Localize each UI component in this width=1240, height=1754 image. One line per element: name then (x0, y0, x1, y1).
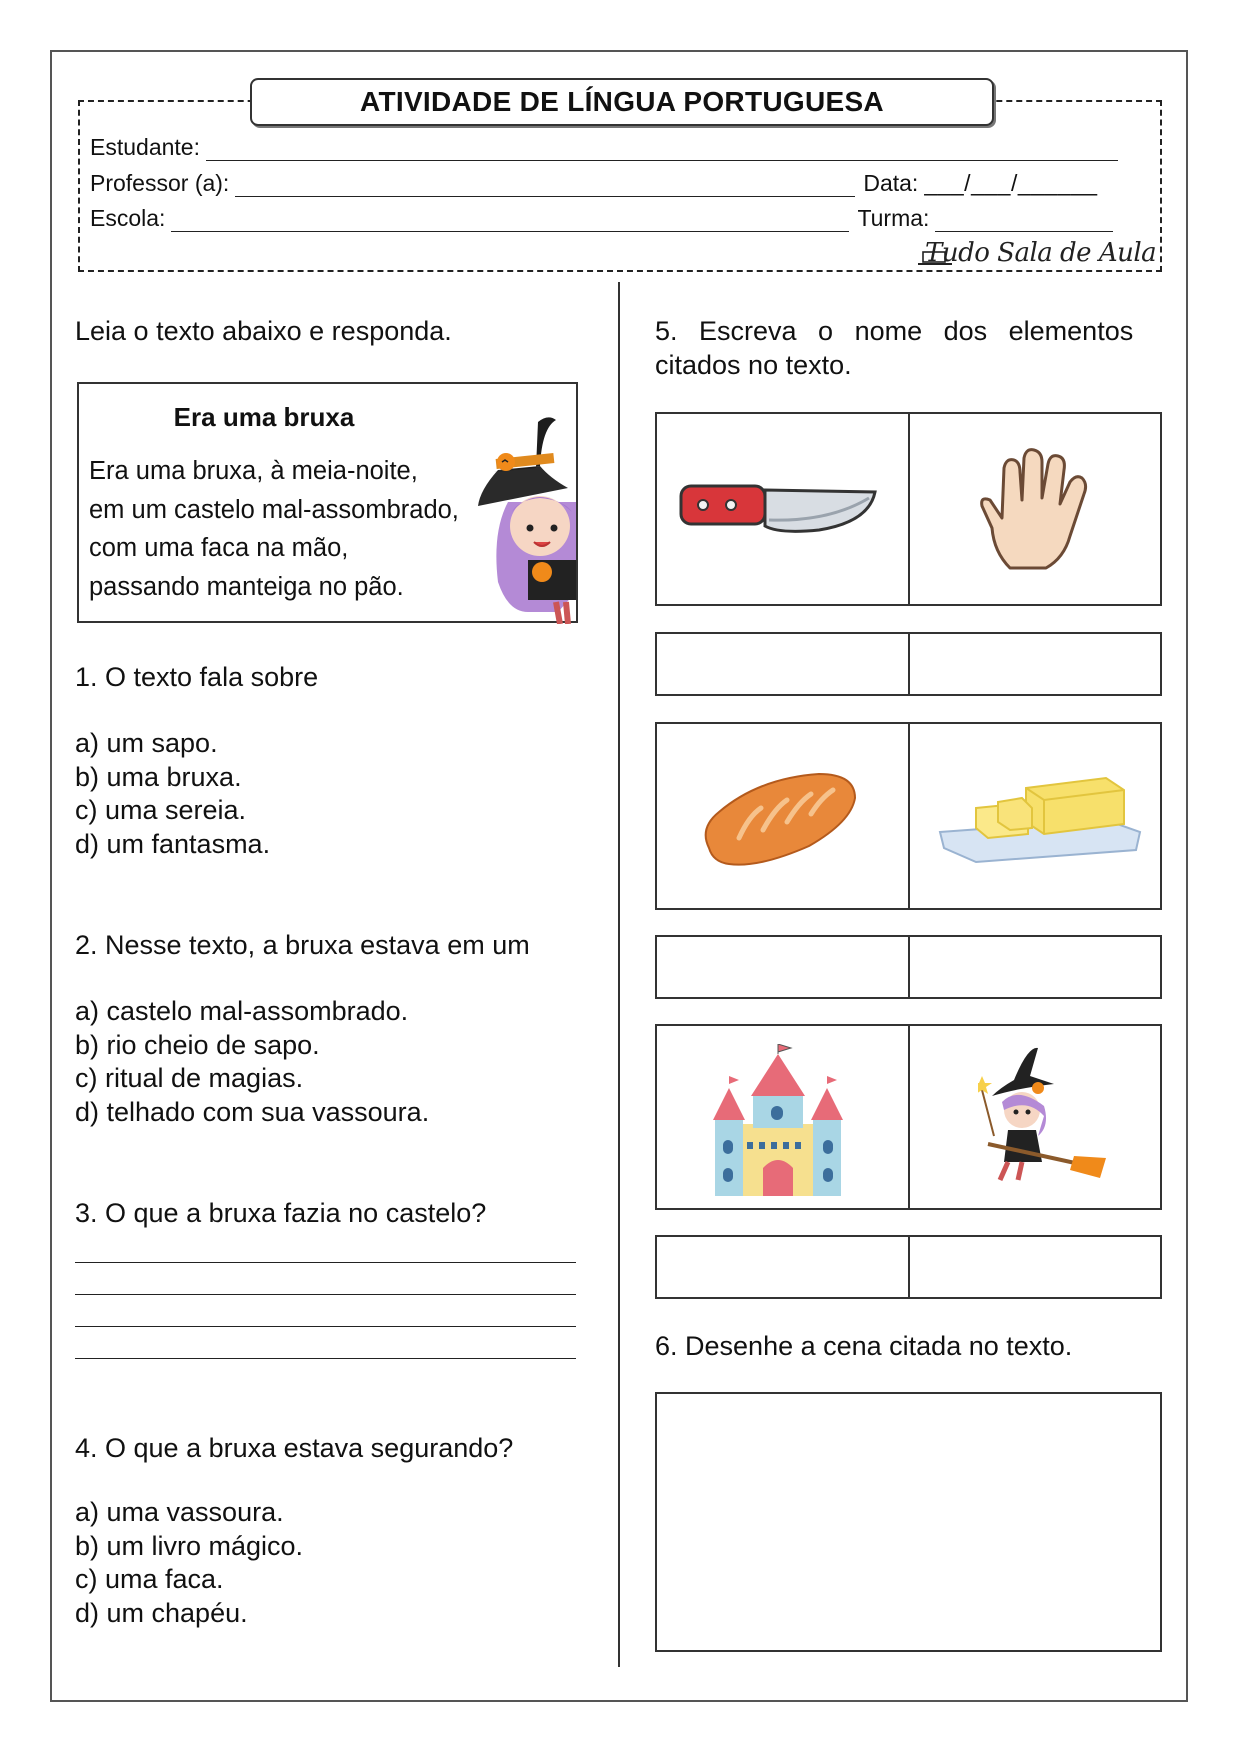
q3-answer-line[interactable] (75, 1262, 576, 1263)
date-field[interactable]: ___/___/______ (924, 170, 1098, 196)
q4-option-c[interactable]: c) uma faca. (75, 1564, 224, 1594)
q2-option-b[interactable]: b) rio cheio de sapo. (75, 1029, 320, 1060)
q2-question: 2. Nesse texto, a bruxa estava em um (75, 930, 530, 960)
class-field[interactable] (935, 207, 1113, 232)
witch-cell (910, 1026, 1161, 1208)
school-field[interactable] (171, 207, 849, 232)
student-label: Estudante: (90, 134, 200, 160)
image-row-1 (655, 412, 1162, 606)
butter-image (936, 768, 1142, 868)
q3-answer-line[interactable] (75, 1326, 576, 1327)
teacher-label: Professor (a): (90, 170, 230, 196)
witch-image (978, 1046, 1108, 1196)
brand-logo: Tudo Sala de Aula (925, 238, 1157, 268)
q5-question-line2: citados no texto. (655, 350, 852, 380)
instruction-text: Leia o texto abaixo e responda. (75, 316, 452, 346)
teacher-row (90, 170, 1098, 197)
q3-question: 3. O que a bruxa fazia no castelo? (75, 1198, 487, 1228)
q5-question-line1 (655, 314, 1162, 348)
answer-row-3 (655, 1235, 1162, 1299)
school-row (90, 205, 1113, 232)
q6-question: 6. Desenhe a cena citada no texto. (655, 1331, 1073, 1361)
poem-line: Era uma bruxa, à meia-noite, (89, 457, 418, 485)
student-row (90, 134, 1118, 161)
q1-option-b[interactable]: b) uma bruxa. (75, 761, 242, 792)
hand-image (980, 448, 1090, 572)
q1-option-c[interactable]: c) uma sereia. (75, 795, 247, 825)
answer-row-1 (655, 632, 1162, 696)
q5-line1-text: 5. Escreva o nome dos elementos (655, 316, 1134, 346)
q4-options (75, 1496, 303, 1630)
teacher-field[interactable] (235, 172, 855, 197)
poem-line: com uma faca na mão, (89, 534, 349, 562)
class-label: Turma: (857, 205, 930, 231)
q4-question: 4. O que a bruxa estava segurando? (75, 1433, 514, 1463)
drawing-area[interactable] (655, 1392, 1162, 1652)
q2-options (75, 995, 429, 1129)
poem-line: passando manteiga no pão. (89, 572, 404, 601)
hand-cell (910, 414, 1161, 604)
bread-cell (657, 724, 910, 908)
poem-lines (89, 452, 459, 606)
date-label: Data: (863, 170, 919, 196)
q5-question (655, 314, 1162, 382)
answer-box-butter[interactable] (910, 937, 1161, 997)
q1-option-a[interactable]: a) um sapo. (75, 728, 218, 758)
worksheet-title: ATIVIDADE DE LÍNGUA PORTUGUESA (250, 78, 994, 126)
poem-title: Era uma bruxa (173, 402, 355, 432)
q2-option-a[interactable]: a) castelo mal-assombrado. (75, 996, 409, 1026)
q3-answer-line[interactable] (75, 1358, 576, 1359)
image-row-3 (655, 1024, 1162, 1210)
q4-option-a[interactable]: a) uma vassoura. (75, 1497, 284, 1527)
answer-box-hand[interactable] (910, 634, 1161, 694)
student-field[interactable] (206, 136, 1118, 161)
poem-box (77, 382, 578, 623)
witch-peeking-image (468, 412, 576, 624)
bread-image (699, 768, 859, 868)
answer-box-witch[interactable] (910, 1237, 1161, 1297)
q1-options (75, 727, 270, 861)
answer-box-bread[interactable] (657, 937, 910, 997)
answer-row-2 (655, 935, 1162, 999)
column-divider (618, 282, 620, 1667)
image-row-2 (655, 722, 1162, 910)
q1-question: 1. O texto fala sobre (75, 662, 319, 692)
q4-option-b[interactable]: b) um livro mágico. (75, 1530, 304, 1561)
knife-image (679, 482, 879, 542)
answer-box-castle[interactable] (657, 1237, 910, 1297)
butter-cell (910, 724, 1161, 908)
castle-image (713, 1044, 843, 1200)
poem-line: em um castelo mal-assombrado, (89, 495, 459, 524)
q1-option-d[interactable]: d) um fantasma. (75, 828, 271, 859)
q4-option-d[interactable]: d) um chapéu. (75, 1597, 248, 1628)
school-label: Escola: (90, 205, 166, 231)
q3-answer-line[interactable] (75, 1294, 576, 1295)
answer-box-knife[interactable] (657, 634, 910, 694)
q2-option-c[interactable]: c) ritual de magias. (75, 1063, 304, 1093)
castle-cell (657, 1026, 910, 1208)
q2-option-d[interactable]: d) telhado com sua vassoura. (75, 1096, 430, 1127)
knife-cell (657, 414, 910, 604)
